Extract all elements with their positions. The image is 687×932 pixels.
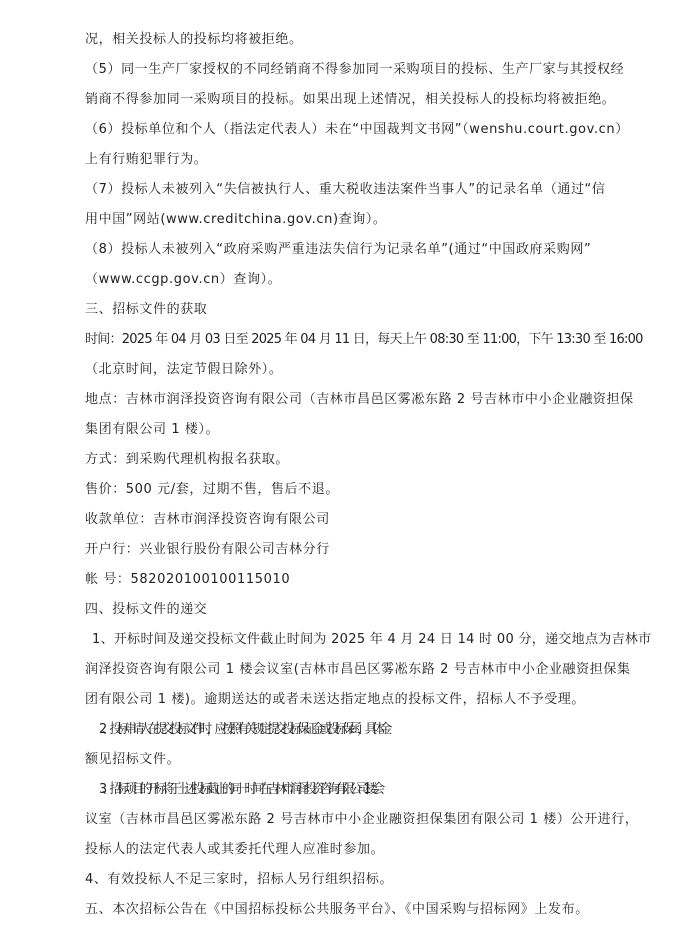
text-line: 1、开标时间及递交投标文件截止时间为 2025 年 4 月 24 日 14 时 00 分，递交地点为吉林市 [92, 632, 652, 647]
text-line: 帐 号：582020100100115010 [85, 572, 291, 587]
text-line: （7）投标人未被列入“失信被执行人、重大税收违法案件当事人”的记录名单（通过“信 [85, 182, 606, 197]
text-line: 4、有效投标人不足三家时，招标人另行组织招标。 [85, 872, 394, 887]
text-line: （www.ccgp.gov.cn）查询）。 [85, 272, 282, 287]
text-line: 3、招标项目的开标将于上述投标截止的同一时间在吉林市润泽投资咨询有限公司 1 楼会 [99, 782, 380, 797]
text-line: 用中国”网站(www.creditchina.gov.cn)查询）。 [85, 212, 387, 227]
text-line: （6）投标单位和个人（指法定代表人）未在“中国裁判文书网”（wenshu.court.gov.cn） [85, 122, 629, 137]
text-line: 集团有限公司 1 楼）。 [85, 422, 220, 437]
text-line: 润泽投资咨询有限公司 1 楼会议室(吉林市昌邑区雾凇东路 2 号吉林市中小企业融资担保集 [85, 662, 631, 677]
text-line: 上有行贿犯罪行为。 [85, 152, 208, 167]
text-line: 况，相关投标人的投标均将被拒绝。 [85, 32, 303, 47]
text-line: 售价：500 元/套，过期不售，售后不退。 [85, 482, 339, 497]
text-line: 额见招标文件。 [85, 752, 181, 767]
section-heading-3: 三、招标文件的获取 [85, 302, 208, 317]
text-line: 地点：吉林市润泽投资咨询有限公司（吉林市昌邑区雾凇东路 2 号吉林市中小企业融资担保 [85, 392, 634, 407]
text-line: （5）同一生产厂家授权的不同经销商不得参加同一采购项目的投标、生产厂家与其授权经 [85, 62, 625, 77]
text-line: 2、投标申请人在提交投标文件时，应按照有关规定提交投标保证金或投标保函，具体金 [99, 722, 388, 737]
section-heading-5: 五、本次招标公告在《中国招标投标公共服务平台》、《中国采购与招标网》上发布。 [85, 902, 589, 917]
text-line: （8）投标人未被列入“政府采购严重违法失信行为记录名单”(通过“中国政府采购网” [85, 242, 592, 257]
text-line: 团有限公司 1 楼)。逾期送达的或者未送达指定地点的投标文件，招标人不予受理。 [85, 692, 586, 707]
text-line: 时间：2025 年 04 月 03 日至 2025 年 04 月 11 日，每天上午 08:30 至 11:00，下午 13:30 至 16:00 [85, 332, 643, 347]
text-line: 方式：到采购代理机构报名获取。 [85, 452, 290, 467]
text-line: 开户行：兴业银行股份有限公司吉林分行 [85, 542, 330, 557]
text-line: 议室（吉林市昌邑区雾凇东路 2 号吉林市中小企业融资担保集团有限公司 1 楼）公开进行， [85, 812, 639, 827]
text-line: （北京时间，法定节假日除外）。 [85, 362, 283, 377]
text-line: 销商不得参加同一采购项目的投标。如果出现上述情况，相关投标人的投标均将被拒绝。 [85, 92, 616, 107]
text-line: 投标人的法定代表人或其委托代理人应准时参加。 [85, 842, 385, 857]
section-heading-4: 四、投标文件的递交 [85, 602, 208, 617]
text-line: 收款单位：吉林市润泽投资咨询有限公司 [85, 512, 330, 527]
